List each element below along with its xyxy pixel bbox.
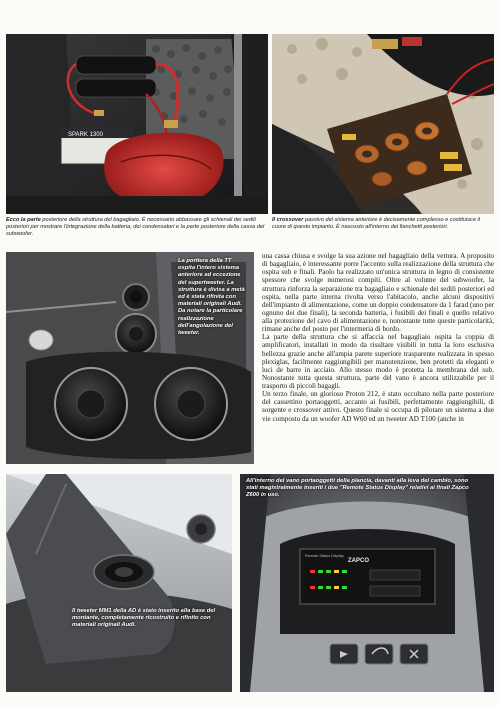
display-title: Remote Status Display bbox=[305, 554, 344, 558]
trunk-photo-graphic bbox=[6, 34, 268, 214]
tweeter-photo-graphic bbox=[6, 474, 232, 692]
body-paragraph-3: Un terzo finale, un glorioso Proton 212, è stato occultato nella parte posteriore del cassettino portaoggetti, accanto ai fusibili, perfettamente raggiungibili, di sorgente e crossover attivo. Questo finale si occupa di pilotare un sistema a due vie composto da un woofer AD W60 ed un tweeter AD T100 (anche in bbox=[262, 390, 494, 423]
body-paragraph-2: La parte della struttura che si affaccia nel bagagliaio ospita la coppia di amplificatori, installati in modo da risultare visibili in tutta la loro esclusiva bellezza grazie anche all'ampia parete superiore trasparente realizzata in spesso plexiglas, facilmente raggiungibili per manutenzione, ben protetti da eleganti e luci de barre in acciaio. Allo stesso modo è protetta la membrana del sub. Nonostante tutta questa struttura, parte del vano è ancora utilizzabile per il trasporto di piccoli bagagli. bbox=[262, 333, 494, 390]
caption-tweeter: Il tweeter MM1 della AD è stato inserito alla base del montante, completamente ricostruito e rifinito con materiali originali Audi. bbox=[72, 608, 216, 629]
article-body bbox=[262, 252, 494, 423]
caption-crossover-text: passivo del sistema anteriore è decisamente complesso e costituisce il cuore di questo impianto. È nascosto all'interno dei fianchetti posteriori. bbox=[272, 217, 481, 231]
caption-console: All'interno del vano portaoggetti della plancia, davanti alla leva del cambio, sono stati magistralmente inseriti i due "Remote Status Display" relativi ai finali Zapco Z600 in uso. bbox=[246, 478, 469, 499]
photo-tweeter-pillar bbox=[6, 474, 232, 692]
caption-door: La portiera della TT ospita l'intero sistema anteriore ad eccezione del supertweeter. La struttura è divisa a metà ed è stata rifinita con materiali originali Audi. Da notare la particolare realizzazione dell'angolazione del tweeter. bbox=[178, 258, 245, 337]
battery-label: SPARK 1300 bbox=[68, 132, 103, 138]
display-brand: ZAPCO bbox=[348, 558, 369, 564]
caption-crossover bbox=[272, 217, 494, 231]
body-paragraph-1: una cassa chiusa e svolge la sua azione nel bagagliaio della vettura. A proposito di bagagliaio, è interessante porre l'accento sulla realizzazione della struttura che ospita sub e finali. Paolo ha realizzato un'unica struttura in legno di consistente spessore che svolge numerosi compiti. Oltre al volume del subwoofer, la struttura rinforza la separazione tra bagagliaio e schienale dei sedili posteriori ed ospita, nella parte interna rivolta verso l'abitacolo, anche alcuni dispositivi dell'impianto di alimentazione, come un doppio condensatore da 1 farad (uno per ognuno dei due finali), la seconda batteria, i fusibili dei finali e quello relativo alla protezione del cavo di alimentazione e, nonostante tutte queste particolarità, rimane anche del posto per l'intermeria di bordo. bbox=[262, 252, 494, 334]
caption-crossover-lead: Il crossover bbox=[272, 217, 304, 223]
caption-trunk-text: posteriore della struttura del bagagliaio. È necessario abbassare gli schienali dei sedili posteriori per mostrare l'integrazione della batteria, dei condensatori e la parte posteriore della cassa del subwoofer. bbox=[6, 217, 265, 238]
photo-crossover bbox=[272, 34, 494, 214]
console-photo-graphic bbox=[240, 474, 494, 692]
photo-trunk-structure bbox=[6, 34, 268, 214]
caption-trunk-lead: Ecco la parte bbox=[6, 217, 41, 223]
caption-trunk bbox=[6, 217, 268, 239]
photo-console-display bbox=[240, 474, 494, 692]
crossover-photo-graphic bbox=[272, 34, 494, 214]
